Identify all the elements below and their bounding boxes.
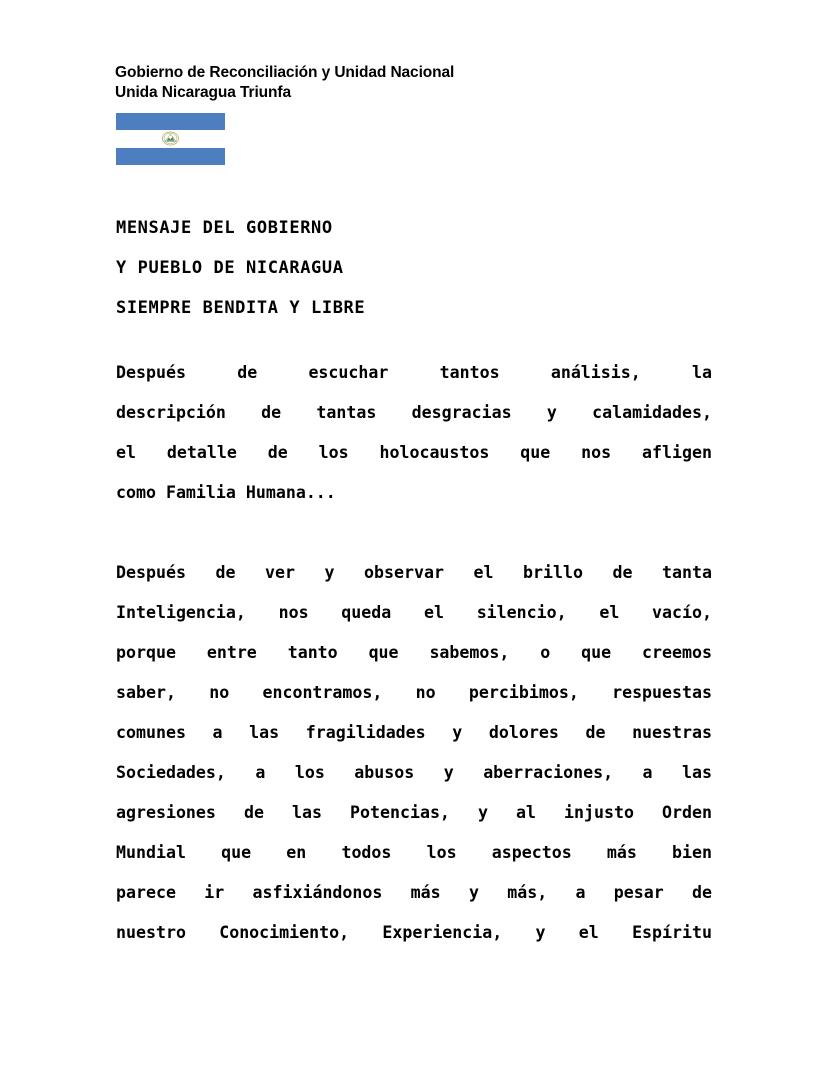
paragraph-line: agresiones de las Potencias, y al injusto Orden bbox=[116, 803, 712, 822]
letterhead bbox=[115, 63, 755, 102]
paragraph-line: Sociedades, a los abusos y aberraciones, a las bbox=[116, 763, 712, 782]
paragraph-line: Mundial que en todos los aspectos más bien bbox=[116, 843, 712, 862]
paragraph-line: como Familia Humana... bbox=[116, 483, 336, 502]
paragraph-2 bbox=[116, 553, 712, 953]
paragraph-line: Después de ver y observar el brillo de tanta bbox=[116, 563, 712, 582]
document-body bbox=[116, 353, 712, 953]
title-line-1: MENSAJE DEL GOBIERNO bbox=[116, 218, 333, 238]
letterhead-line-2: Unida Nicaragua Triunfa bbox=[115, 83, 291, 101]
paragraph-1 bbox=[116, 353, 712, 513]
paragraph-line: descripción de tantas desgracias y calamidades, bbox=[116, 403, 712, 422]
paragraph-line: nuestro Conocimiento, Experiencia, y el Espíritu bbox=[116, 923, 712, 942]
paragraph-line: Inteligencia, nos queda el silencio, el vacío, bbox=[116, 603, 712, 622]
paragraph-line: parece ir asfixiándonos más y más, a pesar de bbox=[116, 883, 712, 902]
nicaragua-coat-of-arms-icon bbox=[162, 131, 179, 146]
title-line-2: Y PUEBLO DE NICARAGUA bbox=[116, 258, 344, 278]
nicaragua-flag-icon bbox=[116, 113, 225, 165]
document-title bbox=[116, 208, 716, 328]
paragraph-line: Después de escuchar tantos análisis, la bbox=[116, 363, 712, 382]
paragraph-line: comunes a las fragilidades y dolores de nuestras bbox=[116, 723, 712, 742]
paragraph-line: saber, no encontramos, no percibimos, respuestas bbox=[116, 683, 712, 702]
title-line-3: SIEMPRE BENDITA Y LIBRE bbox=[116, 298, 366, 318]
paragraph-line: porque entre tanto que sabemos, o que creemos bbox=[116, 643, 712, 662]
flag-band-middle-white bbox=[116, 130, 225, 147]
flag-band-top-blue bbox=[116, 113, 225, 130]
flag-band-bottom-blue bbox=[116, 148, 225, 165]
paragraph-line: el detalle de los holocaustos que nos afligen bbox=[116, 443, 712, 462]
letterhead-line-1: Gobierno de Reconciliación y Unidad Nacional bbox=[115, 64, 455, 81]
